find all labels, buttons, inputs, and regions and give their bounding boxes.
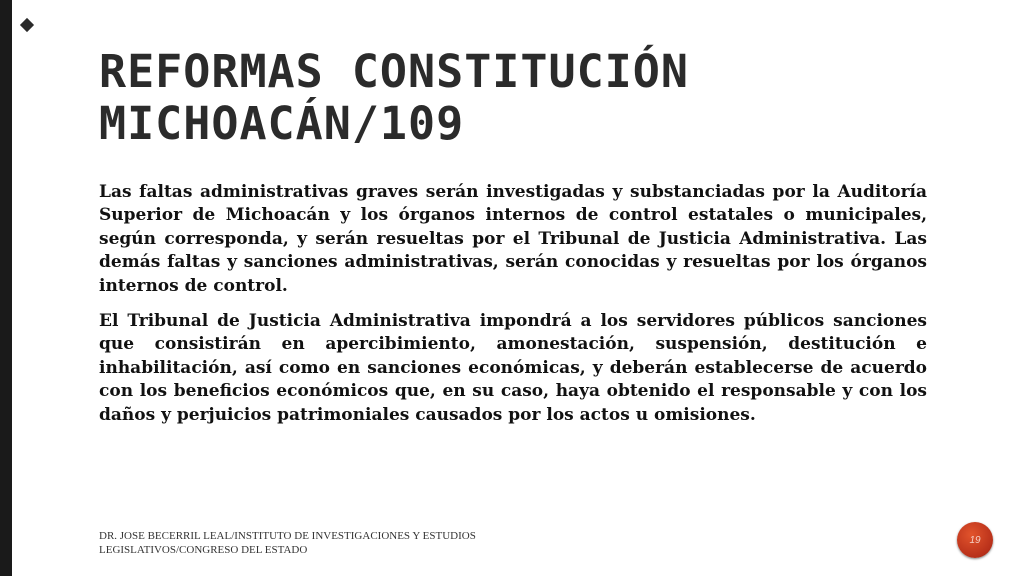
diamond-marker-icon [20, 18, 34, 32]
slide-footer [99, 529, 569, 557]
slide-title-line1: REFORMAS CONSTITUCIÓN [99, 45, 689, 98]
left-accent-bar [0, 0, 12, 576]
slide-title-line2: MICHOACÁN/109 [99, 97, 465, 150]
body-paragraph-2: El Tribunal de Justicia Administrativa impondrá a los servidores públicos sanciones que consistirán en apercibimiento, amonestación, suspensión, destitución e inhabilitación, así como en sanciones económicas, y deberán establecerse de acuerdo con los beneficios económicos que, en su caso, haya obtenido el responsable y con los daños y perjuicios patrimoniales causados por los actos u omisiones. [99, 311, 927, 425]
slide-body [99, 181, 927, 439]
page-number-badge [957, 522, 993, 558]
footer-line1: DR. JOSE BECERRIL LEAL/INSTITUTO DE INVESTIGACIONES Y ESTUDIOS [99, 530, 476, 542]
slide-title [99, 46, 929, 150]
page-number: 19 [969, 534, 981, 546]
footer-line2: LEGISLATIVOS/CONGRESO DEL ESTADO [99, 544, 308, 556]
body-paragraph-1: Las faltas administrativas graves serán investigadas y substanciadas por la Auditoría Superior de Michoacán y los órganos internos de control estatales o municipales, según corresponda, y serán resueltas por el Tribunal de Justicia Administrativa. Las demás faltas y sanciones administrativas, serán conocidas y resueltas por los órganos internos de control. [99, 182, 927, 296]
